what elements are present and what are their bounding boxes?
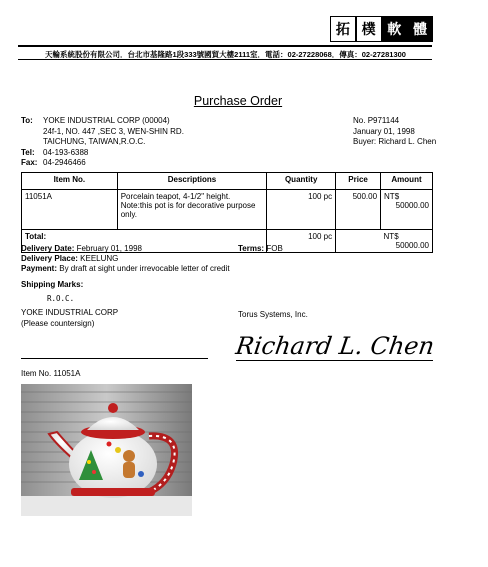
- total-price-blank: [336, 230, 381, 253]
- description-line-1: Porcelain teapot, 4-1/2" height.: [120, 192, 231, 201]
- to-block: [21, 116, 184, 169]
- company-logo: [330, 16, 433, 42]
- delivery-date-line: [21, 244, 142, 255]
- tel-value: 04-193-6388: [43, 147, 89, 157]
- payment-line: [21, 264, 230, 275]
- order-info: [353, 116, 436, 148]
- delivery-date: February 01, 1998: [76, 244, 142, 253]
- order-table: [21, 172, 433, 253]
- letterhead-address: 天輪系統股份有限公司．台北市基隆路1段333號國貿大樓2111室．電話：02-27228068．傳真：02-27281300: [45, 50, 406, 59]
- table-row: [22, 190, 433, 230]
- to-company: YOKE INDUSTRIAL CORP (00004): [43, 116, 170, 125]
- total-currency: NT$: [383, 232, 399, 241]
- logo-char-4: 體: [407, 16, 433, 42]
- col-descriptions: Descriptions: [117, 173, 267, 190]
- seller-company: Torus Systems, Inc.: [238, 310, 308, 319]
- total-quantity: 100 pc: [267, 230, 336, 253]
- terms-value: FOB: [266, 244, 283, 253]
- buyer-label: Buyer:: [353, 137, 377, 146]
- fax-value: 04-2946466: [43, 158, 86, 167]
- col-item-no: Item No.: [22, 173, 118, 190]
- to-address-1: 24f-1, NO. 447 ,SEC 3, WEN-SHIN RD.: [43, 126, 184, 136]
- table-header-row: [22, 173, 433, 190]
- cell-quantity: 100 pc: [267, 190, 336, 230]
- total-amount: [381, 230, 433, 253]
- tel-label: Tel:: [21, 147, 35, 157]
- to-label: To:: [21, 116, 33, 125]
- shipping-marks-value: R.O.C.: [47, 294, 75, 303]
- letterhead-rule-top: [18, 45, 432, 47]
- delivery-place: KEELUNG: [80, 254, 119, 263]
- terms-line: [238, 244, 283, 255]
- order-date: January 01, 1998: [353, 126, 415, 136]
- buyer-company: YOKE INDUSTRIAL CORP: [21, 308, 119, 317]
- countersign-note: (Please countersign): [21, 319, 95, 328]
- total-label: Total:: [22, 230, 267, 253]
- payment-label: Payment:: [21, 264, 58, 273]
- description-line-2: Note:this pot is for decorative purpose only.: [120, 201, 256, 219]
- payment-value: By draft at sight under irrevocable letter of credit: [59, 264, 230, 273]
- buyer-signature-line: [21, 358, 208, 359]
- delivery-place-line: [21, 254, 118, 265]
- terms-label: Terms:: [238, 244, 265, 253]
- teapot-photo: [21, 384, 192, 516]
- col-amount: Amount: [381, 173, 433, 190]
- cell-description: [117, 190, 267, 230]
- letterhead-rule-bottom: [18, 59, 432, 60]
- amount-value: 50000.00: [395, 201, 429, 210]
- order-number-label: No.: [353, 116, 366, 125]
- logo-char-3: 軟: [382, 16, 408, 42]
- cell-item-no: 11051A: [22, 190, 118, 230]
- col-price: Price: [336, 173, 381, 190]
- seller-signature-line: [236, 360, 433, 361]
- logo-char-1: 拓: [330, 16, 356, 42]
- total-amount-value: 50000.00: [395, 241, 429, 250]
- delivery-place-label: Delivery Place:: [21, 254, 78, 263]
- to-address-2: TAICHUNG, TAIWAN,R.O.C.: [43, 137, 146, 146]
- delivery-date-label: Delivery Date:: [21, 244, 75, 253]
- amount-currency: NT$: [384, 192, 400, 201]
- teapot-illustration: [21, 384, 192, 516]
- cell-amount: [381, 190, 433, 230]
- document-title: Purchase Order: [193, 94, 283, 108]
- shipping-marks-label: Shipping Marks:: [21, 280, 84, 289]
- buyer-name: Richard L. Chen: [378, 137, 437, 146]
- handwritten-signature: Richard L. Chen: [234, 332, 437, 360]
- cell-price: 500.00: [336, 190, 381, 230]
- col-quantity: Quantity: [267, 173, 336, 190]
- order-number: P971144: [367, 116, 400, 125]
- logo-char-2: 樸: [356, 16, 382, 42]
- fax-label: Fax:: [21, 158, 38, 167]
- item-caption: Item No. 11051A: [21, 369, 81, 378]
